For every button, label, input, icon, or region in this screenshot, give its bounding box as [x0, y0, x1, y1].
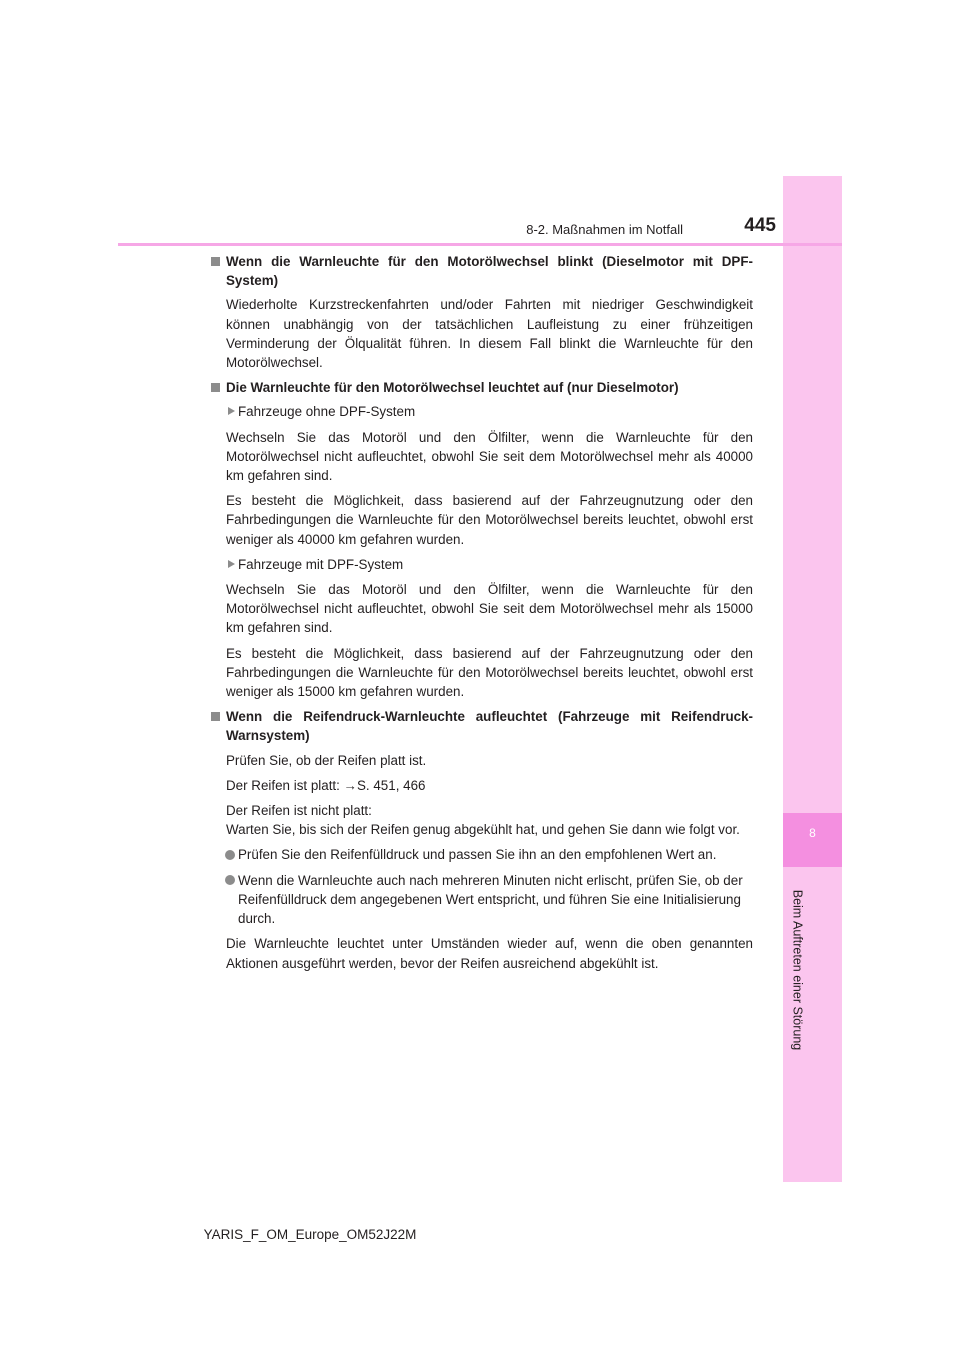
chapter-tab[interactable] — [783, 813, 842, 867]
heading-tire-pressure-warning: Wenn die Reifendruck-Warnleuchte aufleuchtet (Fahrzeuge mit Reifendruck-Warnsystem) — [211, 707, 753, 745]
list-item: Prüfen Sie den Reifenfülldruck und passen Sie ihn an den empfohlenen Wert an. — [211, 845, 753, 864]
paragraph: Die Warnleuchte leuchtet unter Umständen wieder auf, wenn die oben genannten Aktionen ausgeführt werden, bevor der Reifen ausreichend abgekühlt ist. — [226, 936, 753, 971]
heading-oil-warning-lights: Die Warnleuchte für den Motorölwechsel leuchtet auf (nur Dieselmotor) — [211, 378, 753, 397]
square-bullet-icon — [211, 257, 220, 266]
circle-bullet-icon — [225, 875, 235, 885]
square-bullet-icon — [211, 383, 220, 392]
page-number: 445 — [744, 215, 776, 236]
header-divider — [118, 243, 842, 246]
page-reference[interactable]: Der Reifen ist platt: →S. 451, 466 — [226, 777, 426, 793]
document-id: YARIS_F_OM_Europe_OM52J22M — [203, 1227, 417, 1242]
chapter-label — [784, 880, 810, 1060]
chapter-label-text: Beim Auftreten einer Störung — [790, 889, 805, 1051]
chapter-number: 8 — [809, 826, 816, 840]
paragraph: Wiederholte Kurzstreckenfahrten und/oder Fahrten mit niedriger Geschwindigkeit können unabhängig von der tatsächlichen Laufleistung zu einer frühzeitigen Verminderung der Ölqualität führen. In diesem Fall blinkt die Warnleuchte für den Motorölwechsel. — [226, 297, 753, 371]
paragraph: Wechseln Sie das Motoröl und den Ölfilter, wenn die Warnleuchte für den Motorölwechsel nicht aufleuchtet, obwohl Sie seit dem Motorölwechsel mehr als 15000 km gefahren sind. — [226, 582, 753, 636]
paragraph: Es besteht die Möglichkeit, dass basierend auf der Fahrzeugnutzung oder den Fahrbedingungen die Warnleuchte für den Motorölwechsel bereits leuchtet, obwohl erst weniger als 15000 km gefahren wurden. — [226, 645, 753, 700]
square-bullet-icon — [211, 712, 220, 721]
paragraph: Es besteht die Möglichkeit, dass basierend auf der Fahrzeugnutzung oder den Fahrbedingungen die Warnleuchte für den Motorölwechsel bereits leuchtet, obwohl erst weniger als 40000 km gefahren wurden. — [226, 493, 753, 547]
subheading-without-dpf: Fahrzeuge ohne DPF-System — [211, 402, 753, 421]
heading-oil-warning-blinks: Wenn die Warnleuchte für den Motorölwechsel blinkt (Dieselmotor mit DPF-System) — [211, 252, 753, 290]
paragraph: Prüfen Sie, ob der Reifen platt ist. — [226, 752, 427, 768]
triangle-bullet-icon — [228, 560, 235, 568]
section-title: 8-2. Maßnahmen im Notfall — [526, 222, 683, 237]
triangle-bullet-icon — [228, 407, 235, 415]
paragraph: Wechseln Sie das Motoröl und den Ölfilter, wenn die Warnleuchte für den Motorölwechsel nicht aufleuchtet, obwohl Sie seit dem Motorölwechsel mehr als 40000 km gefahren sind. — [226, 429, 753, 484]
circle-bullet-icon — [225, 850, 235, 860]
subheading-with-dpf: Fahrzeuge mit DPF-System — [211, 555, 753, 574]
list-item: Wenn die Warnleuchte auch nach mehreren Minuten nicht erlischt, prüfen Sie, ob der Reifenfülldruck dem angegebenen Wert entspricht, und führen Sie eine Initialisierung durch. — [211, 871, 753, 929]
page-content — [211, 252, 753, 979]
paragraph: Der Reifen ist nicht platt: Warten Sie, bis sich der Reifen genug abgekühlt hat, und gehen Sie dann wie folgt vor. — [226, 803, 740, 838]
